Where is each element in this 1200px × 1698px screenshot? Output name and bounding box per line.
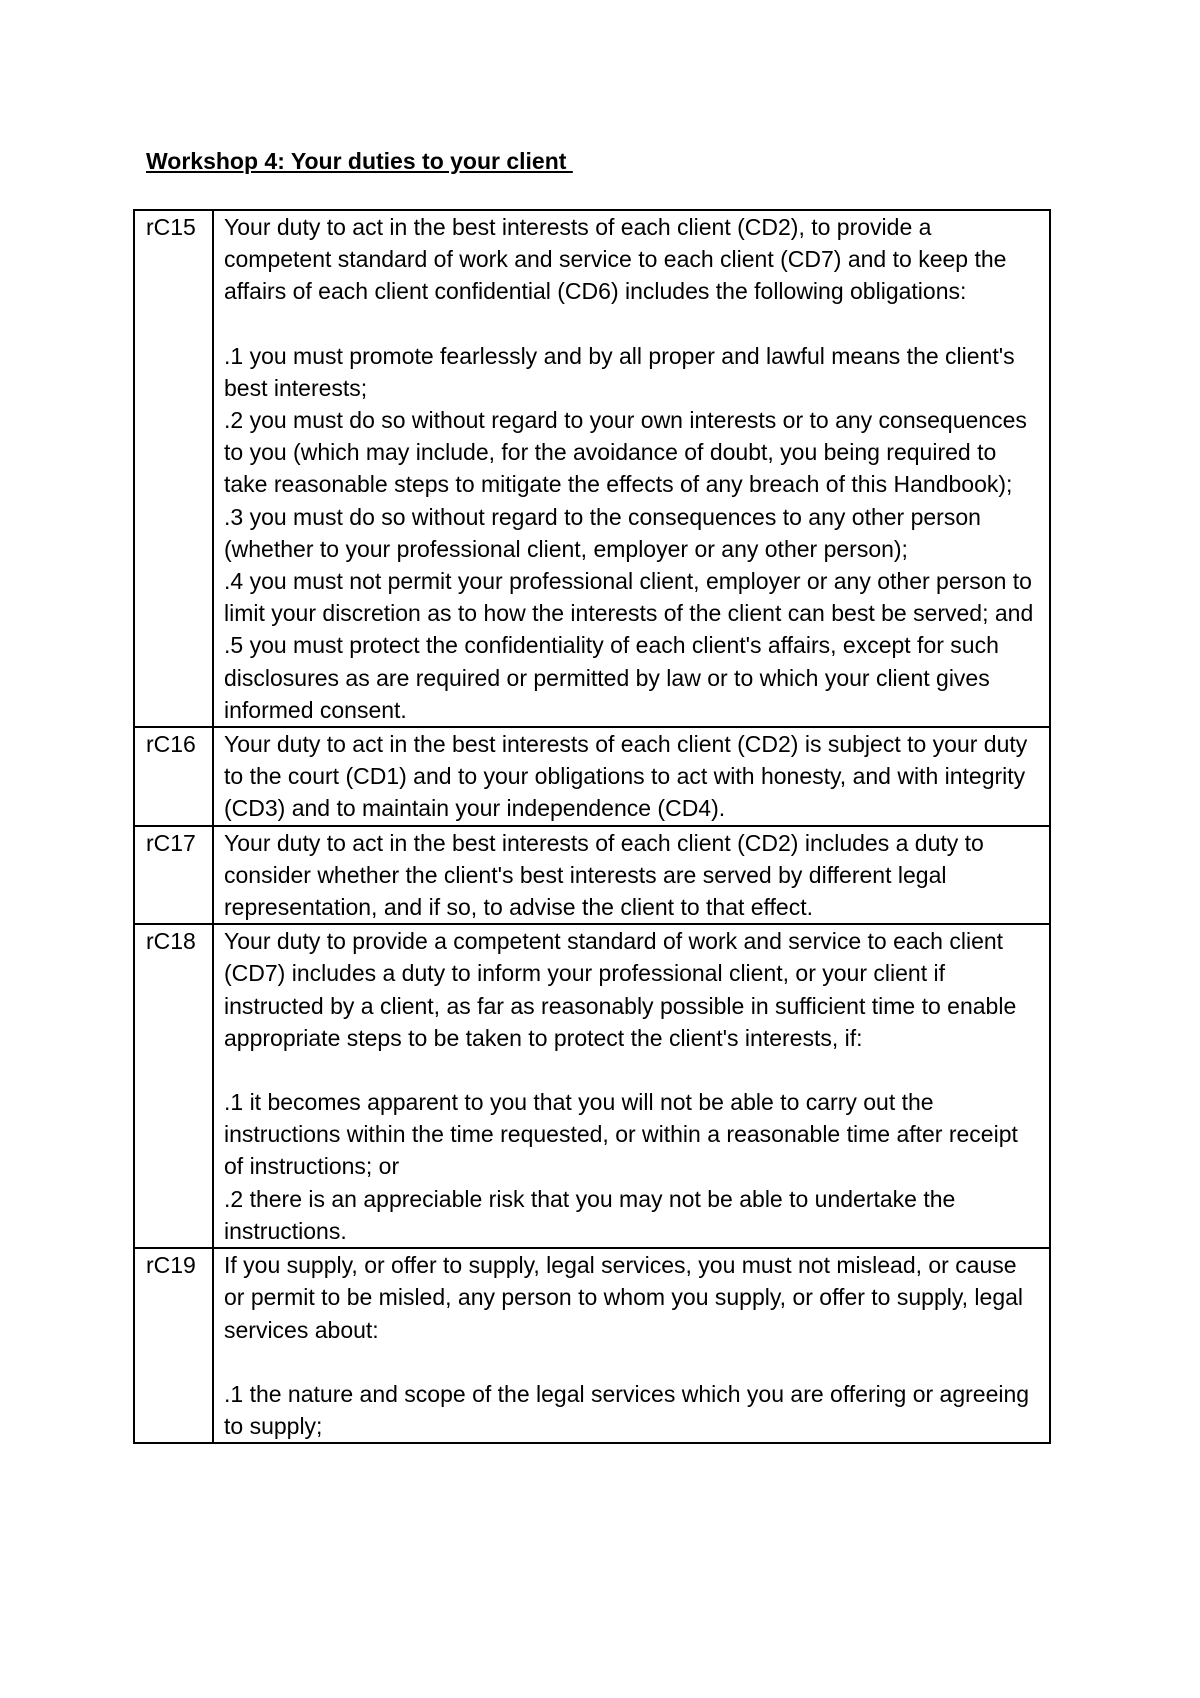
- rule-id: rC19: [134, 1248, 213, 1443]
- rule-intro: Your duty to act in the best interests of each client (CD2), to provide a competent standard of work and service to each client (CD7) and to keep the affairs of each client confidential (CD6) includes the following obligations:: [224, 214, 1007, 305]
- table-row: [134, 210, 1050, 727]
- rule-id: rC18: [134, 924, 213, 1248]
- rule-text: [213, 1248, 1050, 1443]
- rule-intro: If you supply, or offer to supply, legal services, you must not mislead, or cause or permit to be misled, any person to whom you supply, or offer to supply, legal services about:: [224, 1252, 1024, 1343]
- table-row: [134, 727, 1050, 826]
- rule-item: .1 it becomes apparent to you that you will not be able to carry out the instructions within the time requested, or within a reasonable time after receipt of instructions; or: [224, 1089, 1018, 1180]
- paragraph-gap: [224, 1054, 1039, 1086]
- table-row: [134, 924, 1050, 1248]
- table-row: [134, 1248, 1050, 1443]
- paragraph-gap: [224, 308, 1039, 340]
- rule-id: rC17: [134, 826, 213, 925]
- rule-text: [213, 727, 1050, 826]
- page-title: Workshop 4: Your duties to your client: [146, 148, 573, 174]
- rule-intro: Your duty to act in the best interests of each client (CD2) includes a duty to consider whether the client's best interests are served by different legal representation, and if so, to advise the client to that effect.: [224, 829, 984, 921]
- table-row: [134, 826, 1050, 925]
- rule-text: [213, 826, 1050, 925]
- rule-id: rC15: [134, 210, 213, 727]
- rule-item: .2 you must do so without regard to your own interests or to any consequences to you (which may include, for the avoidance of doubt, you being required to take reasonable steps to mitigate the effects of any breach of this Handbook);: [224, 407, 1027, 498]
- rules-table: [133, 209, 1051, 1444]
- rule-item: .4 you must not permit your professional client, employer or any other person to limit your discretion as to how the interests of the client can best be served; and: [224, 568, 1034, 627]
- rule-item: .2 there is an appreciable risk that you may not be able to undertake the instructions.: [224, 1185, 956, 1244]
- rule-item: .1 the nature and scope of the legal services which you are offering or agreeing to supply;: [224, 1380, 1030, 1439]
- rule-text: [213, 924, 1050, 1248]
- paragraph-gap: [224, 1346, 1039, 1378]
- rule-id: rC16: [134, 727, 213, 826]
- rule-item: .1 you must promote fearlessly and by all proper and lawful means the client's best interests;: [224, 342, 1015, 401]
- rule-intro: Your duty to provide a competent standard of work and service to each client (CD7) includes a duty to inform your professional client, or your client if instructed by a client, as far as reasonably possible in sufficient time to enable appropriate steps to be taken to protect the client's interests, if:: [224, 928, 1017, 1051]
- rule-item: .3 you must do so without regard to the consequences to any other person (whether to your professional client, employer or any other person);: [224, 503, 981, 562]
- rule-item: .5 you must protect the confidentiality of each client's affairs, except for such disclosures as are required or permitted by law or to which your client gives informed consent.: [224, 632, 999, 723]
- rule-intro: Your duty to act in the best interests of each client (CD2) is subject to your duty to the court (CD1) and to your obligations to act with honesty, and with integrity (CD3) and to maintain your independence (CD4).: [224, 731, 1028, 822]
- rule-text: [213, 210, 1050, 727]
